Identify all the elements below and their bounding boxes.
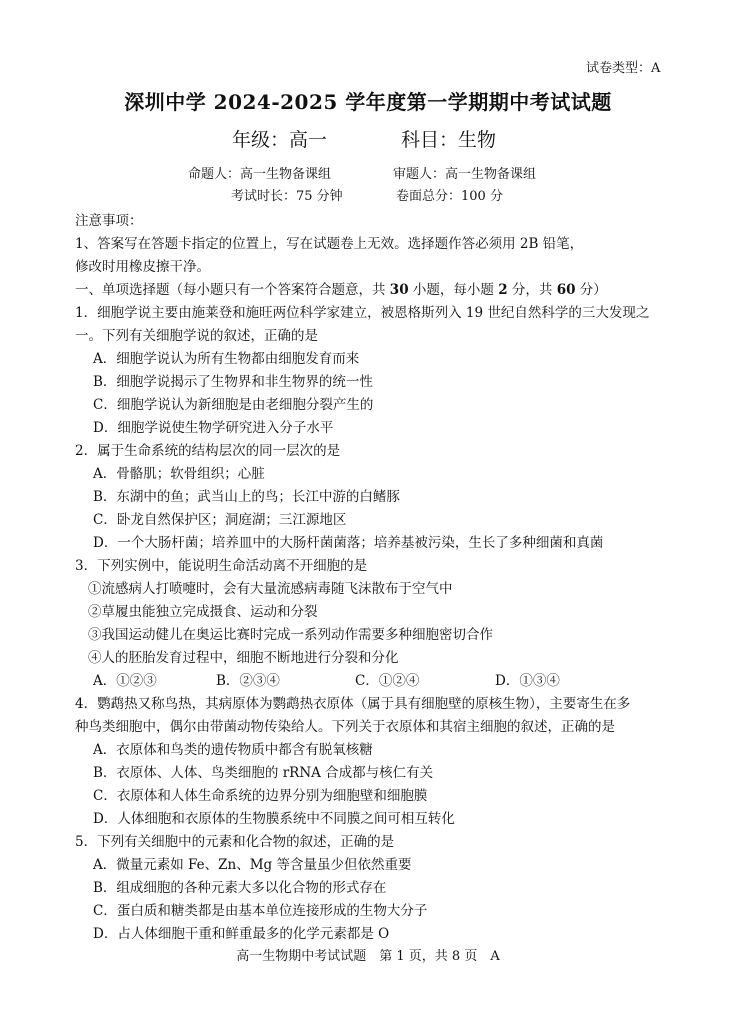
exam-title: 深圳中学 2024-2025 学年度第一学期期中考试试题	[124, 90, 612, 114]
question-stem: 2．属于生命系统的结构层次的同一层次的是	[75, 443, 341, 459]
setter-label: 命题人：高一生物备课组	[188, 167, 332, 182]
option-b: B．组成细胞的各种元素大多以化合物的形式存在	[93, 880, 387, 896]
option-a: A．①②③	[93, 673, 157, 689]
statement-item: ③我国运动健儿在奥运比赛时完成一系列动作需要多种细胞密切合作	[88, 627, 493, 643]
section-suffix: 分）	[575, 282, 607, 298]
option-d: D．①③④	[495, 673, 560, 689]
question-stem: 1．细胞学说主要由施莱登和施旺两位科学家建立，被恩格斯列入 19 世纪自然科学的三大发现之	[75, 305, 650, 321]
option-a: A．骨骼肌；软骨组织；心脏	[93, 466, 265, 482]
subject-label: 科目：生物	[401, 129, 497, 151]
option-c: C．细胞学说认为新细胞是由老细胞分裂产生的	[93, 397, 374, 413]
question-stem: 4．鹦鹉热又称鸟热，其病原体为鹦鹉热衣原体（属于具有细胞壁的原核生物），主要寄生在多	[75, 696, 631, 712]
option-b: B．衣原体、人体、鸟类细胞的 rRNA 合成都与核仁有关	[93, 765, 434, 781]
points-each: 2	[498, 282, 508, 298]
option-c: C．蛋白质和糖类都是由基本单位连接形成的生物大分子	[93, 903, 428, 919]
option-d: D．一个大肠杆菌；培养皿中的大肠杆菌菌落；培养基被污染，生长了多种细菌和真菌	[93, 535, 604, 551]
option-b: B．东湖中的鱼；武当山上的鸟；长江中游的白鳍豚	[93, 489, 400, 505]
option-a: A．细胞学说认为所有生物都由细胞发育而来	[93, 351, 360, 367]
option-d: D．细胞学说使生物学研究进入分子水平	[93, 420, 334, 436]
notice-line: 修改时用橡皮擦干净。	[75, 259, 210, 275]
option-a: A．衣原体和鸟类的遗传物质中都含有脱氧核糖	[93, 742, 373, 758]
section-mid: 分，共	[507, 282, 557, 298]
page-footer: 高一生物期中考试试题 第 1 页，共 8 页 A	[236, 949, 500, 964]
question-stem: 种鸟类细胞中，偶尔由带菌动物传染给人。下列关于衣原体和其宿主细胞的叙述，正确的是	[75, 719, 615, 735]
question-stem: 5．下列有关细胞中的元素和化合物的叙述，正确的是	[75, 834, 395, 850]
duration-label: 考试时长：75 分钟	[231, 189, 343, 204]
statement-item: ①流感病人打喷嚏时，会有大量流感病毒随飞沫散布于空气中	[88, 581, 453, 597]
notice-line: 1、答案写在答题卡指定的位置上，写在试题卷上无效。选择题作答必须用 2B 铅笔，	[75, 236, 584, 252]
option-b: B．细胞学说揭示了生物界和非生物界的统一性	[93, 374, 373, 390]
paper-type: 试卷类型：A	[586, 61, 661, 76]
statement-item: ④人的胚胎发育过程中，细胞不断地进行分裂和分化	[88, 650, 399, 666]
notice-heading: 注意事项：	[75, 213, 143, 229]
grade-label: 年级：高一	[232, 129, 328, 151]
question-count: 30	[389, 282, 409, 298]
question-stem: 一。下列有关细胞学说的叙述，正确的是	[75, 328, 318, 344]
total-points: 60	[556, 282, 576, 298]
statement-item: ②草履虫能独立完成摄食、运动和分裂	[88, 604, 318, 620]
question-stem: 3．下列实例中，能说明生命活动离不开细胞的是	[75, 558, 368, 574]
option-c: C．衣原体和人体生命系统的边界分别为细胞壁和细胞膜	[93, 788, 428, 804]
section-mid: 小题，每小题	[408, 282, 499, 298]
option-c: C．①②④	[355, 673, 420, 689]
option-c: C．卧龙自然保护区；洞庭湖；三江源地区	[93, 512, 347, 528]
option-d: D．人体细胞和衣原体的生物膜系统中不同膜之间可相互转化	[93, 811, 455, 827]
option-d: D．占人体细胞干重和鲜重最多的化学元素都是 O	[93, 926, 390, 942]
total-score-label: 卷面总分：100 分	[396, 189, 503, 204]
section-heading	[75, 281, 607, 299]
option-b: B．②③④	[216, 673, 280, 689]
option-a: A．微量元素如 Fe、Zn、Mg 等含量虽少但依然重要	[93, 857, 412, 873]
reviewer-label: 审题人：高一生物备课组	[393, 167, 537, 182]
section-prefix: 一、单项选择题（每小题只有一个答案符合题意，共	[75, 282, 390, 298]
